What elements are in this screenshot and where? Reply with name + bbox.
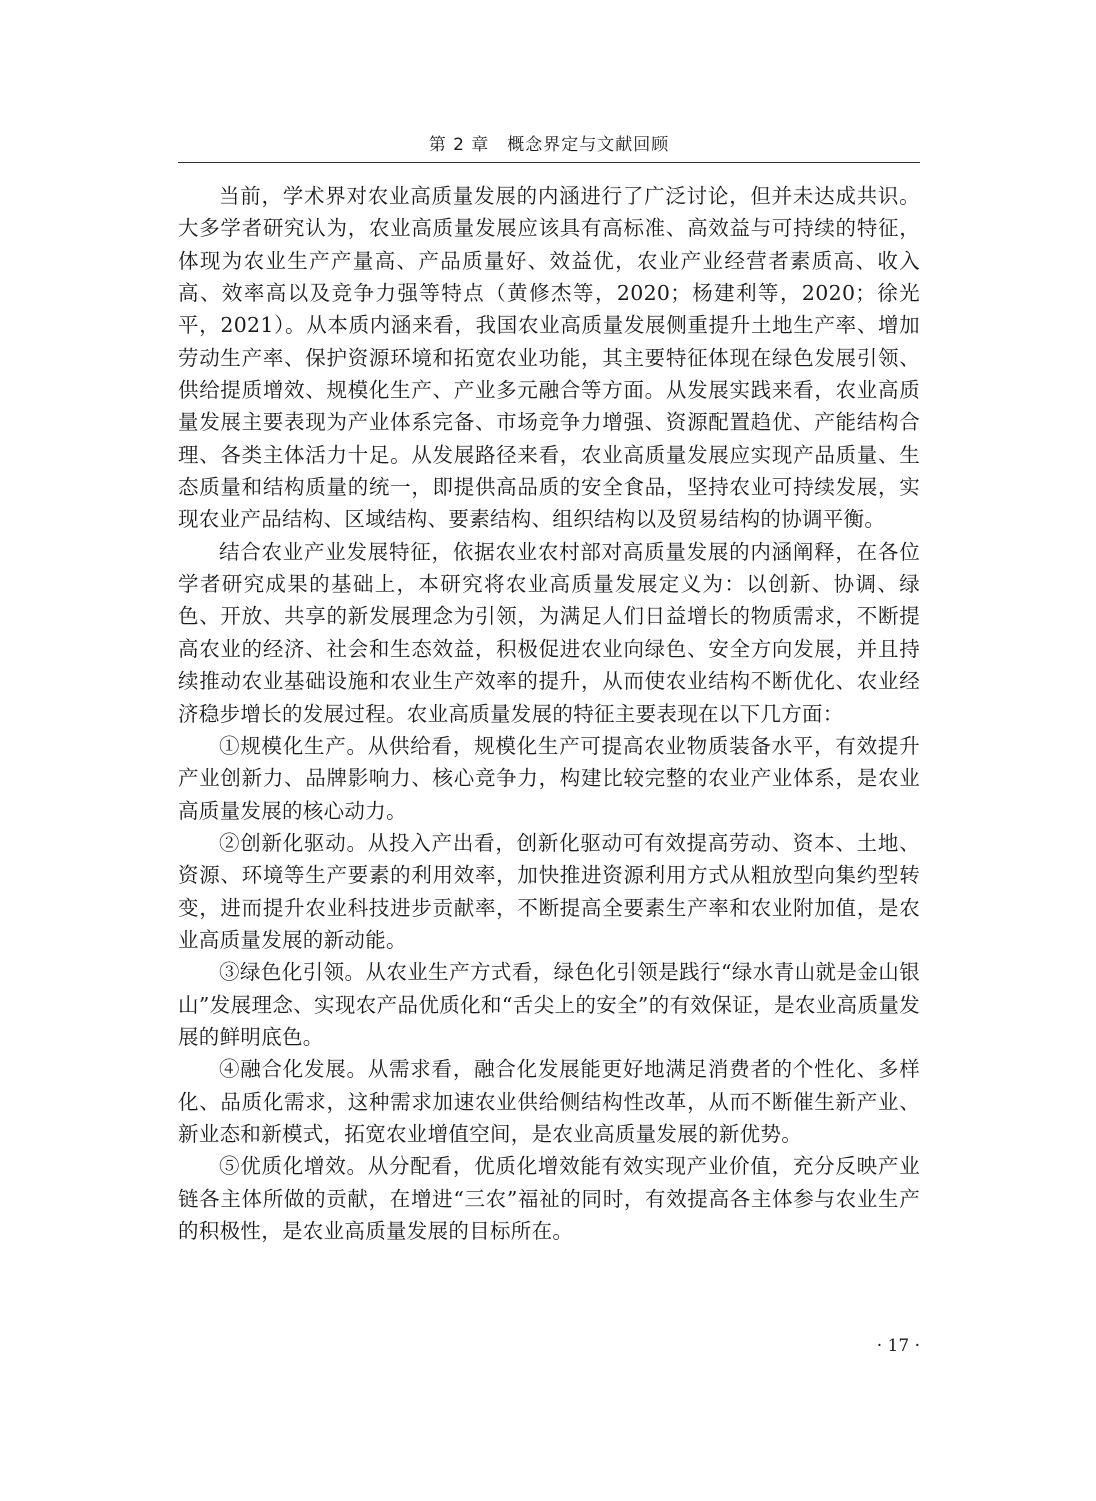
paragraph-feature-innovation: ②创新化驱动。从投入产出看，创新化驱动可有效提高劳动、资本、土地、资源、环境等生产要素的利用效率，加快推进资源利用方式从粗放型向集约型转变，进而提升农业科技进步贡献率，不断提高全要素生产率和农业附加值，是农业高质量发展的新动能。 [178, 830, 920, 952]
running-header [178, 128, 920, 163]
paragraph-definition-discussion: 当前，学术界对农业高质量发展的内涵进行了广泛讨论，但并未达成共识。大多学者研究认为，农业高质量发展应该具有高标准、高效益与可持续的特征，体现为农业生产产量高、产品质量好、效益优，农业产业经营者素质高、收入高、效率高以及竞争力强等特点（黄修杰等，2020；杨建利等，2020；徐光平，2021）。从本质内涵来看，我国农业高质量发展侧重提升土地生产率、增加劳动生产率、保护资源环境和拓宽农业功能，其主要特征体现在绿色发展引领、供给提质增效、规模化生产、产业多元融合等方面。从发展实践来看，农业高质量发展主要表现为产业体系完备、市场竞争力增强、资源配置趋优、产能结构合理、各类主体活力十足。从发展路径来看，农业高质量发展应实现产品质量、生态质量和结构质量的统一，即提供高品质的安全食品，坚持农业可持续发展，实现农业产品结构、区域结构、要素结构、组织结构以及贸易结构的协调平衡。 [178, 184, 920, 532]
chapter-title: 第 2 章 概念界定与文献回顾 [428, 135, 670, 155]
paragraph-feature-integration: ④融合化发展。从需求看，融合化发展能更好地满足消费者的个性化、多样化、品质化需求，这种需求加速农业供给侧结构性改革，从而不断催生新产业、新业态和新模式，拓宽农业增值空间，是农业高质量发展的新优势。 [178, 1057, 920, 1146]
paragraph-feature-scale: ①规模化生产。从供给看，规模化生产可提高农业物质装备水平，有效提升产业创新力、品牌影响力、核心竞争力，构建比较完整的农业产业体系，是农业高质量发展的核心动力。 [178, 733, 920, 823]
paragraph-feature-efficiency: ⑤优质化增效。从分配看，优质化增效能有效实现产业价值，充分反映产业链各主体所做的贡献，在增进“三农”福祉的同时，有效提高各主体参与农业生产的积极性，是农业高质量发展的目标所在。 [178, 1154, 920, 1243]
page-number: · 17 · [876, 1336, 920, 1356]
paragraph-feature-green: ③绿色化引领。从农业生产方式看，绿色化引领是践行“绿水青山就是金山银山”发展理念、实现农产品优质化和“舌尖上的安全”的有效保证，是农业高质量发展的鲜明底色。 [178, 960, 920, 1049]
body-text [178, 180, 920, 1247]
paragraph-definition: 结合农业产业发展特征，依据农业农村部对高质量发展的内涵阐释，在各位学者研究成果的基础上，本研究将农业高质量发展定义为：以创新、协调、绿色、开放、共享的新发展理念为引领，为满足人们日益增长的物质需求，不断提高农业的经济、社会和生态效益，积极促进农业向绿色、安全方向发展，并且持续推动农业基础设施和农业生产效率的提升，从而使农业结构不断优化、农业经济稳步增长的发展过程。农业高质量发展的特征主要表现在以下几方面： [178, 539, 920, 726]
